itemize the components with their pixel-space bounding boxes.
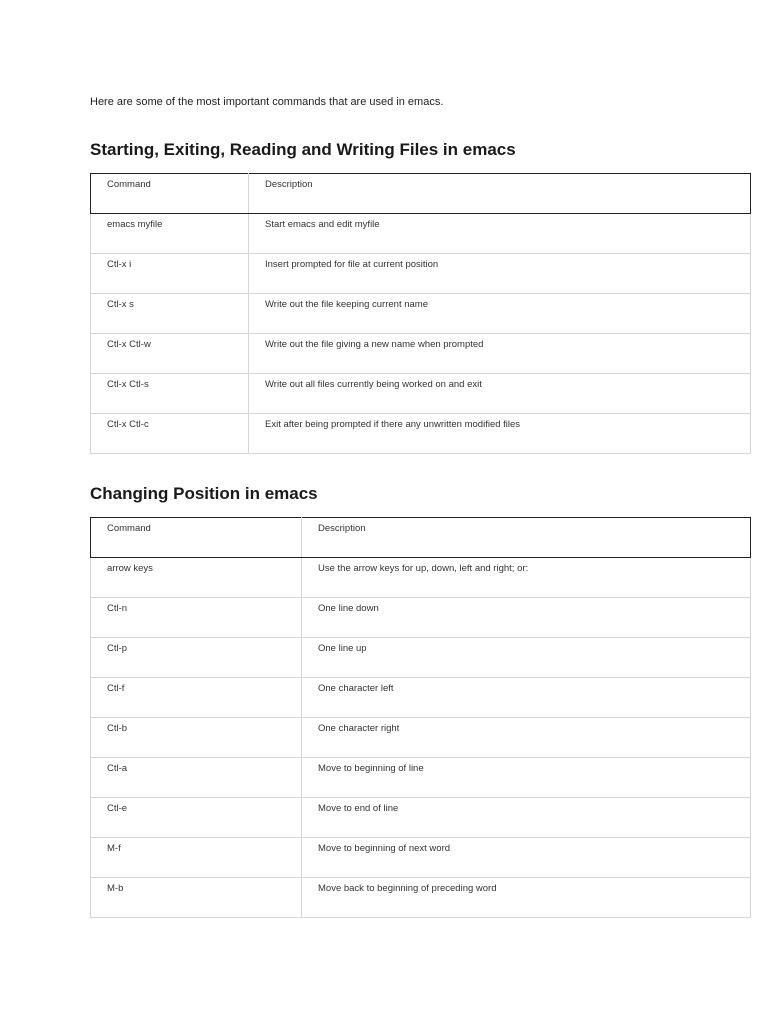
- position-commands-table: [90, 517, 751, 918]
- description-cell: One character left: [302, 678, 751, 718]
- table-row: [91, 638, 751, 678]
- column-header-command: Command: [91, 518, 302, 558]
- command-cell: Ctl-x i: [91, 254, 249, 294]
- description-cell: One line up: [302, 638, 751, 678]
- command-cell: Ctl-x Ctl-w: [91, 334, 249, 374]
- intro-text: Here are some of the most important commands that are used in emacs.: [90, 96, 444, 108]
- description-cell: Exit after being prompted if there any unwritten modified files: [249, 414, 751, 454]
- command-cell: Ctl-b: [91, 718, 302, 758]
- command-cell: arrow keys: [91, 558, 302, 598]
- column-header-description: Description: [302, 518, 751, 558]
- description-cell: One line down: [302, 598, 751, 638]
- command-cell: emacs myfile: [91, 214, 249, 254]
- table-row: [91, 678, 751, 718]
- description-cell: One character right: [302, 718, 751, 758]
- description-cell: Move to beginning of next word: [302, 838, 751, 878]
- command-cell: M-b: [91, 878, 302, 918]
- description-cell: Write out the file keeping current name: [249, 294, 751, 334]
- table-row: [91, 414, 751, 454]
- section-heading-files: Starting, Exiting, Reading and Writing Files in emacs: [90, 140, 516, 159]
- description-cell: Use the arrow keys for up, down, left and right; or:: [302, 558, 751, 598]
- table-row: [91, 798, 751, 838]
- description-cell: Write out all files currently being worked on and exit: [249, 374, 751, 414]
- description-cell: Insert prompted for file at current position: [249, 254, 751, 294]
- table-row: [91, 334, 751, 374]
- description-cell: Start emacs and edit myfile: [249, 214, 751, 254]
- table-row: [91, 374, 751, 414]
- table-row: [91, 878, 751, 918]
- description-cell: Write out the file giving a new name when prompted: [249, 334, 751, 374]
- section-heading-position: Changing Position in emacs: [90, 484, 318, 503]
- table-row: [91, 838, 751, 878]
- table-header-row: [91, 174, 751, 214]
- command-cell: Ctl-f: [91, 678, 302, 718]
- column-header-description: Description: [249, 174, 751, 214]
- table-row: [91, 558, 751, 598]
- table-row: [91, 718, 751, 758]
- table-row: [91, 598, 751, 638]
- column-header-command: Command: [91, 174, 249, 214]
- command-cell: Ctl-x s: [91, 294, 249, 334]
- command-cell: Ctl-x Ctl-s: [91, 374, 249, 414]
- command-cell: Ctl-n: [91, 598, 302, 638]
- command-cell: Ctl-p: [91, 638, 302, 678]
- table-row: [91, 294, 751, 334]
- description-cell: Move to end of line: [302, 798, 751, 838]
- table-row: [91, 758, 751, 798]
- command-cell: Ctl-a: [91, 758, 302, 798]
- table-row: [91, 254, 751, 294]
- table-row: [91, 214, 751, 254]
- command-cell: Ctl-x Ctl-c: [91, 414, 249, 454]
- command-cell: Ctl-e: [91, 798, 302, 838]
- command-cell: M-f: [91, 838, 302, 878]
- description-cell: Move to beginning of line: [302, 758, 751, 798]
- files-commands-table: [90, 173, 751, 454]
- description-cell: Move back to beginning of preceding word: [302, 878, 751, 918]
- table-header-row: [91, 518, 751, 558]
